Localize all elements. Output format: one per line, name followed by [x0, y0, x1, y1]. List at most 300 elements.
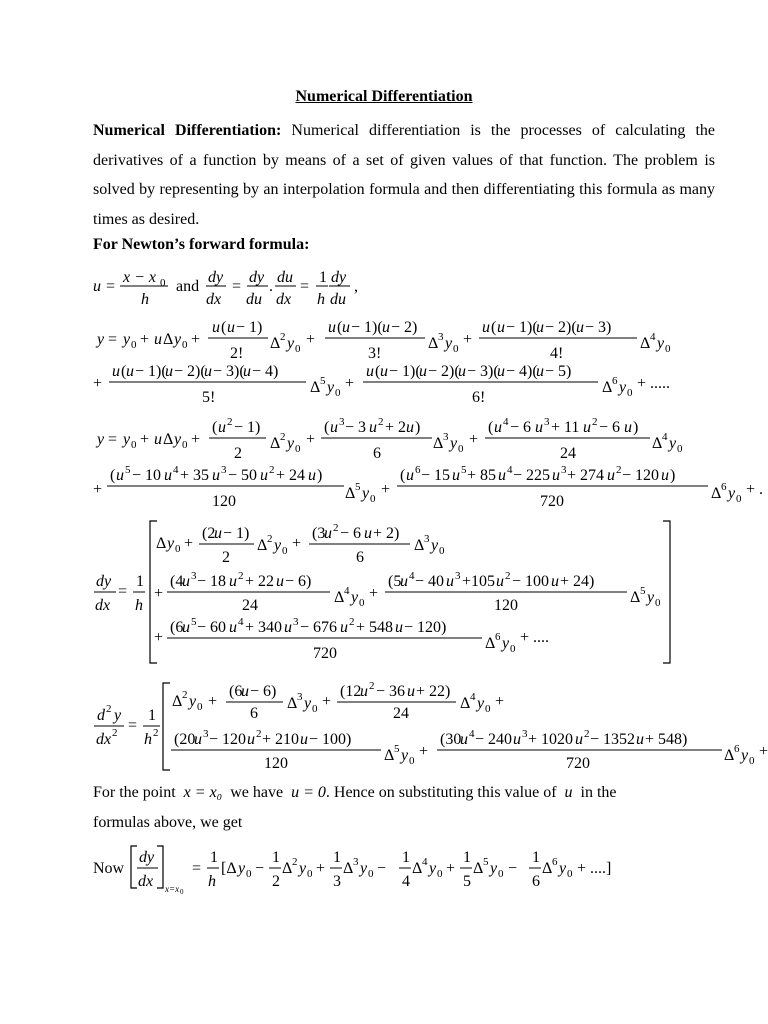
svg-text:5: 5: [483, 856, 489, 868]
svg-text:+: +: [322, 693, 332, 710]
svg-text:dy: dy: [331, 269, 347, 286]
svg-text:u: u: [551, 573, 559, 590]
svg-text:+: +: [306, 431, 316, 448]
svg-text:2: 2: [616, 464, 622, 476]
svg-text:2: 2: [267, 533, 273, 545]
svg-text:(: (: [324, 419, 330, 436]
svg-text:+ 24: + 24: [276, 467, 306, 484]
svg-text:(3: (3: [312, 525, 326, 542]
svg-text:0: 0: [736, 493, 742, 505]
svg-text:+: +: [140, 331, 150, 348]
now-label: Now: [93, 860, 125, 877]
svg-text:u: u: [324, 525, 332, 542]
svg-text:(: (: [212, 419, 218, 436]
svg-text:4: 4: [173, 464, 179, 476]
svg-text:Δ: Δ: [282, 860, 293, 877]
svg-text:− 120: − 120: [622, 467, 660, 484]
svg-text:−: −: [377, 860, 387, 877]
svg-text:+: +: [292, 535, 302, 552]
svg-text:+: +: [306, 331, 316, 348]
svg-text:6: 6: [356, 549, 364, 566]
svg-text:(: (: [221, 319, 227, 336]
svg-text:x − x: x − x: [123, 269, 156, 286]
svg-text:2: 2: [369, 680, 375, 692]
svg-text:(: (: [491, 319, 497, 336]
svg-text:Δ: Δ: [602, 379, 613, 396]
svg-text:+ 11: + 11: [551, 419, 580, 436]
svg-text:2: 2: [182, 689, 188, 701]
svg-text:− 100: − 100: [512, 573, 550, 590]
svg-text:u: u: [494, 419, 502, 436]
point-equation: x = x₀: [183, 784, 223, 801]
svg-text:1: 1: [272, 849, 280, 866]
svg-text:0: 0: [335, 387, 341, 399]
svg-text:): ): [415, 419, 421, 436]
svg-text:4: 4: [469, 728, 475, 740]
point-paragraph: [93, 778, 715, 838]
svg-text:0: 0: [665, 343, 671, 355]
svg-text:+: +: [381, 481, 391, 498]
svg-text:2: 2: [584, 728, 590, 740]
svg-text:5: 5: [320, 375, 326, 387]
svg-text:− 3)(: − 3)(: [467, 363, 499, 380]
final-equation: [0, 842, 768, 894]
svg-text:u: u: [552, 467, 560, 484]
svg-text:u: u: [126, 363, 134, 380]
svg-text:u: u: [164, 467, 172, 484]
svg-text:+ 548: + 548: [356, 619, 394, 636]
svg-text:3: 3: [455, 570, 461, 582]
svg-text:4: 4: [507, 464, 513, 476]
svg-text:u: u: [340, 619, 348, 636]
svg-text:3: 3: [544, 416, 550, 428]
svg-text:4: 4: [402, 873, 410, 890]
svg-text:y: y: [362, 485, 370, 502]
svg-text:u: u: [227, 319, 235, 336]
svg-text:4: 4: [422, 856, 428, 868]
svg-text:5: 5: [191, 616, 197, 628]
svg-text:0: 0: [359, 597, 365, 609]
svg-text:u: u: [536, 363, 544, 380]
svg-text:− 2): − 2): [391, 319, 418, 336]
svg-text:=: =: [108, 431, 118, 448]
svg-text:y: y: [559, 860, 567, 877]
point-u-var: u: [564, 784, 573, 801]
svg-text:− 40: − 40: [415, 573, 445, 590]
svg-text:u: u: [204, 363, 212, 380]
svg-text:y: y: [477, 695, 485, 712]
svg-text:+: +: [191, 331, 201, 348]
svg-text:3: 3: [561, 464, 567, 476]
svg-text:(: (: [375, 363, 381, 380]
svg-text:+ 548): + 548): [645, 731, 688, 748]
svg-text:h: h: [141, 291, 149, 308]
svg-text:2: 2: [106, 703, 112, 715]
svg-text:2: 2: [256, 728, 262, 740]
svg-text:1: 1: [136, 573, 144, 590]
svg-text:,: ,: [354, 278, 358, 295]
svg-text:y: y: [238, 860, 246, 877]
svg-text:0: 0: [498, 868, 504, 880]
svg-text:+ 2: + 2: [385, 419, 407, 436]
svg-text:(12: (12: [340, 683, 362, 700]
svg-text:+: +: [191, 431, 201, 448]
svg-text:− 1): − 1): [223, 525, 250, 542]
svg-text:+: +: [208, 693, 218, 710]
svg-text:Δ: Δ: [485, 635, 496, 652]
svg-text:+: +: [463, 331, 473, 348]
svg-text:=: =: [106, 278, 116, 295]
svg-text:− 120): − 120): [404, 619, 447, 636]
svg-text:Δ: Δ: [711, 485, 722, 502]
svg-text:y: y: [304, 695, 312, 712]
point-text-c: . Hence on substituting this value of: [325, 784, 557, 801]
svg-text:+ 340: + 340: [245, 619, 283, 636]
svg-text:Δ: Δ: [270, 435, 281, 452]
svg-text:+ ....: + ....: [520, 629, 550, 646]
svg-text:− 1352: − 1352: [590, 731, 636, 748]
svg-text:u: u: [575, 731, 583, 748]
svg-text:+: +: [369, 585, 379, 602]
point-text-d: in the: [580, 784, 617, 801]
svg-text:Δ: Δ: [652, 435, 663, 452]
svg-text:− 676: − 676: [300, 619, 338, 636]
svg-text:u: u: [446, 573, 454, 590]
svg-text:0: 0: [182, 439, 188, 451]
svg-text:u: u: [607, 467, 615, 484]
svg-text:Δ: Δ: [412, 860, 423, 877]
svg-text:4: 4: [238, 616, 244, 628]
svg-text:720: 720: [313, 645, 337, 662]
point-text-a: For the point: [93, 784, 176, 801]
svg-text:(20: (20: [174, 731, 196, 748]
svg-text:u: u: [241, 683, 249, 700]
svg-text:y: y: [123, 431, 131, 448]
svg-text:0: 0: [160, 277, 166, 289]
svg-text:u: u: [458, 363, 466, 380]
svg-text:u: u: [536, 319, 544, 336]
svg-text:2: 2: [153, 727, 159, 739]
svg-text:y: y: [502, 635, 510, 652]
svg-text:1: 1: [210, 849, 218, 866]
svg-text:=: =: [192, 860, 202, 877]
svg-text:3: 3: [293, 616, 299, 628]
svg-text:4: 4: [662, 431, 668, 443]
svg-text:u: u: [212, 467, 220, 484]
svg-text:y: y: [123, 331, 131, 348]
svg-text:y: y: [429, 860, 437, 877]
svg-text:5: 5: [461, 464, 467, 476]
svg-text:1: 1: [402, 849, 410, 866]
svg-text:0: 0: [180, 888, 184, 896]
svg-text:y: y: [287, 335, 295, 352]
svg-text:+ .....: + .....: [637, 375, 671, 392]
svg-text:0: 0: [246, 868, 252, 880]
svg-text:2: 2: [269, 464, 275, 476]
svg-text:−: −: [255, 860, 265, 877]
point-u-value: u = 0: [291, 784, 326, 801]
svg-text:dy: dy: [249, 269, 265, 286]
svg-text:0: 0: [197, 701, 203, 713]
svg-text:2: 2: [505, 570, 511, 582]
svg-text:6: 6: [721, 481, 727, 493]
svg-text:y: y: [174, 331, 182, 348]
svg-text:u: u: [342, 319, 350, 336]
point-text-b: we have: [230, 784, 284, 801]
page-title: Numerical Differentiation: [295, 88, 473, 105]
svg-text:+ 35: + 35: [180, 467, 210, 484]
svg-text:u: u: [364, 525, 372, 542]
svg-text:+: +: [495, 693, 505, 710]
svg-text:− 6: − 6: [599, 419, 621, 436]
svg-text:2: 2: [280, 331, 286, 343]
svg-text:3: 3: [191, 570, 197, 582]
svg-text:− 6: − 6: [340, 525, 362, 542]
svg-text:Δ: Δ: [640, 335, 651, 352]
svg-text:2: 2: [280, 431, 286, 443]
svg-text:Δ: Δ: [270, 335, 281, 352]
svg-text:0: 0: [368, 868, 374, 880]
svg-text:y: y: [189, 693, 197, 710]
svg-text:5: 5: [463, 873, 471, 890]
svg-text:y: y: [274, 537, 282, 554]
svg-text:u: u: [513, 731, 521, 748]
svg-text:Δ: Δ: [414, 537, 425, 554]
svg-text:u: u: [229, 573, 237, 590]
svg-text:− 15: − 15: [421, 467, 451, 484]
svg-text:y: y: [114, 707, 122, 724]
svg-text:u: u: [182, 619, 190, 636]
svg-text:y: y: [327, 379, 335, 396]
svg-text:5!: 5!: [202, 389, 216, 406]
svg-text:y: y: [174, 431, 182, 448]
svg-text:− 6: − 6: [510, 419, 532, 436]
svg-text:y: y: [619, 379, 627, 396]
svg-text:24: 24: [242, 597, 258, 614]
svg-text:(: (: [400, 467, 406, 484]
svg-text:y: y: [287, 435, 295, 452]
svg-text:y: y: [167, 535, 175, 552]
svg-text:u: u: [497, 363, 505, 380]
svg-text:(6: (6: [229, 683, 243, 700]
svg-text:−: −: [508, 860, 518, 877]
svg-text:+: +: [93, 375, 103, 392]
svg-text:0: 0: [182, 339, 188, 351]
svg-text:h: h: [135, 597, 143, 614]
svg-text:): ): [633, 419, 639, 436]
intro-paragraph: [93, 116, 715, 234]
svg-text:− 2)(: − 2)(: [428, 363, 460, 380]
svg-text:4: 4: [470, 691, 476, 703]
svg-text:Δ: Δ: [163, 331, 174, 348]
svg-text:+ ....]: + ....]: [577, 860, 612, 877]
svg-text:y: y: [728, 485, 736, 502]
svg-text:u: u: [360, 683, 368, 700]
svg-text:− 240: − 240: [475, 731, 513, 748]
svg-text:6: 6: [734, 743, 740, 755]
svg-text:x=x: x=x: [165, 884, 180, 894]
svg-text:(6: (6: [170, 619, 184, 636]
svg-text:24: 24: [393, 705, 409, 722]
svg-text:+: +: [154, 585, 164, 602]
svg-text:Δ: Δ: [310, 379, 321, 396]
svg-text:3: 3: [522, 728, 528, 740]
svg-text:0: 0: [131, 339, 137, 351]
svg-text:1: 1: [319, 269, 327, 286]
svg-text:.: .: [269, 278, 273, 295]
svg-text:u: u: [400, 573, 408, 590]
svg-text:− 100): − 100): [309, 731, 352, 748]
svg-text:u: u: [535, 419, 543, 436]
svg-text:(30: (30: [440, 731, 462, 748]
svg-text:u: u: [482, 319, 490, 336]
svg-text:u: u: [112, 363, 120, 380]
svg-text:(: (: [488, 419, 494, 436]
svg-text:0: 0: [370, 493, 376, 505]
svg-text:u: u: [369, 419, 377, 436]
svg-text:Δ: Δ: [287, 695, 298, 712]
svg-text:0: 0: [131, 439, 137, 451]
svg-text:− 1): − 1): [236, 319, 263, 336]
svg-text:u: u: [380, 363, 388, 380]
svg-text:u: u: [284, 619, 292, 636]
svg-text:3: 3: [438, 331, 444, 343]
svg-text:− 1)(: − 1)(: [506, 319, 538, 336]
svg-text:): ): [317, 467, 323, 484]
svg-text:0: 0: [458, 443, 464, 455]
svg-text:− 1)(: − 1)(: [135, 363, 167, 380]
svg-text:2: 2: [292, 856, 298, 868]
svg-text:− 3)(: − 3)(: [213, 363, 245, 380]
svg-text:0: 0: [567, 868, 573, 880]
svg-text:+: +: [140, 431, 150, 448]
svg-text:Δ: Δ: [473, 860, 484, 877]
svg-text:u: u: [165, 363, 173, 380]
svg-text:1: 1: [148, 707, 156, 724]
svg-text:+ 2): + 2): [373, 525, 400, 542]
svg-text:dx: dx: [276, 291, 292, 308]
svg-text:u: u: [452, 467, 460, 484]
svg-text:− 2)(: − 2)(: [545, 319, 577, 336]
svg-text:+ 210: + 210: [262, 731, 300, 748]
svg-text:− 6): − 6): [285, 573, 312, 590]
svg-text:2: 2: [234, 445, 242, 462]
svg-text:+: +: [419, 743, 429, 760]
svg-text:0: 0: [749, 755, 755, 767]
svg-text:3: 3: [443, 431, 449, 443]
svg-text:u: u: [194, 731, 202, 748]
svg-text:u: u: [93, 278, 101, 295]
svg-text:2!: 2!: [230, 345, 244, 362]
svg-text:0: 0: [282, 545, 288, 557]
second-derivative-equation: [0, 680, 768, 776]
svg-text:120: 120: [494, 597, 518, 614]
svg-text:d: d: [97, 707, 105, 724]
svg-text:5: 5: [394, 743, 400, 755]
intro-lead: Numerical Differentiation:: [93, 122, 282, 139]
svg-text:y: y: [360, 860, 368, 877]
svg-text:=: =: [118, 583, 128, 600]
svg-text:+ 1020: + 1020: [528, 731, 574, 748]
svg-text:Δ: Δ: [343, 860, 354, 877]
svg-text:+: +: [316, 860, 326, 877]
svg-text:+ 22: + 22: [245, 573, 275, 590]
svg-text:u: u: [636, 731, 644, 748]
svg-text:− 4)(: − 4)(: [506, 363, 538, 380]
svg-text:h: h: [208, 873, 216, 890]
svg-text:2: 2: [272, 873, 280, 890]
svg-text:6: 6: [532, 873, 540, 890]
newton-heading: For Newton’s forward formula:: [93, 236, 310, 253]
svg-text:6: 6: [373, 445, 381, 462]
svg-text:y: y: [450, 435, 458, 452]
svg-text:dy: dy: [96, 573, 112, 590]
svg-text:+: +: [759, 743, 768, 760]
svg-text:5: 5: [125, 464, 131, 476]
svg-text:u: u: [576, 319, 584, 336]
svg-text:− 4): − 4): [252, 363, 279, 380]
svg-text:0: 0: [175, 543, 181, 555]
svg-text:=: =: [232, 278, 242, 295]
svg-text:1: 1: [463, 849, 471, 866]
svg-text:u: u: [497, 319, 505, 336]
svg-text:y: y: [669, 435, 677, 452]
svg-text:0: 0: [437, 868, 443, 880]
svg-text:u: u: [182, 573, 190, 590]
svg-text:120: 120: [212, 493, 236, 510]
svg-text:y: y: [97, 331, 105, 348]
svg-text:[Δ: [Δ: [221, 860, 237, 877]
svg-text:− 18: − 18: [197, 573, 227, 590]
svg-text:0: 0: [677, 443, 683, 455]
svg-text:=: =: [108, 331, 118, 348]
svg-text:+: +: [446, 860, 456, 877]
svg-text:+105: +105: [462, 573, 496, 590]
svg-text:0: 0: [453, 343, 459, 355]
svg-text:0: 0: [627, 387, 633, 399]
svg-text:u: u: [460, 731, 468, 748]
svg-text:0: 0: [485, 703, 491, 715]
svg-text:u: u: [116, 467, 124, 484]
svg-text:− 3): − 3): [585, 319, 612, 336]
svg-text:+: +: [469, 431, 479, 448]
series-line-2: [0, 362, 768, 422]
svg-text:0: 0: [510, 643, 516, 655]
svg-text:− 1)(: − 1)(: [389, 363, 421, 380]
svg-text:0: 0: [655, 597, 661, 609]
svg-text:2: 2: [112, 727, 118, 739]
first-derivative-equation: [0, 518, 768, 668]
svg-text:y: y: [647, 589, 655, 606]
svg-text:u: u: [260, 467, 268, 484]
svg-text:y: y: [431, 537, 439, 554]
svg-text:u: u: [419, 363, 427, 380]
svg-text:Δ: Δ: [433, 435, 444, 452]
svg-text:u: u: [406, 419, 414, 436]
svg-text:5: 5: [355, 481, 361, 493]
svg-text:120: 120: [264, 755, 288, 772]
svg-text:4!: 4!: [550, 345, 564, 362]
svg-text:+ 274: + 274: [567, 467, 605, 484]
svg-text:Δ: Δ: [428, 335, 439, 352]
svg-text:u: u: [328, 319, 336, 336]
svg-text:y: y: [657, 335, 665, 352]
svg-text:6: 6: [495, 631, 501, 643]
svg-text:6: 6: [612, 375, 618, 387]
svg-text:4: 4: [650, 331, 656, 343]
svg-text:− 5): − 5): [545, 363, 572, 380]
svg-text:u: u: [154, 331, 162, 348]
